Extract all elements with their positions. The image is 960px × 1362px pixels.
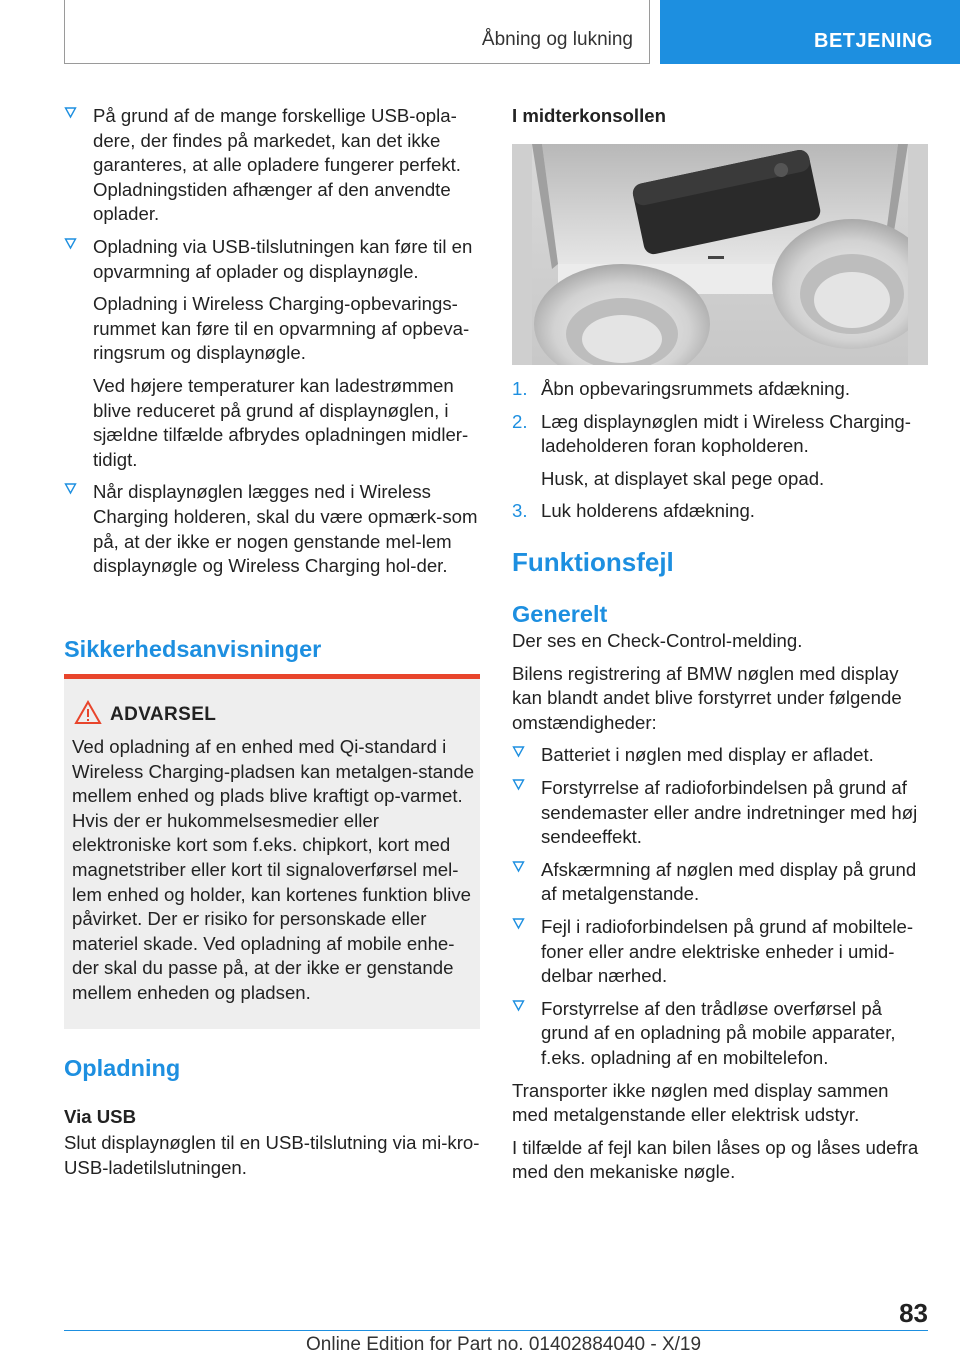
paragraph: Bilens registrering af BMW nøglen med display kan blandt andet blive forstyrret under følgende omstændigheder:: [512, 662, 902, 733]
triangle-bullet-icon: [64, 482, 78, 496]
header-chapter-tab: [660, 0, 960, 64]
general-heading: Generelt: [512, 601, 608, 627]
step-number: 2.: [512, 410, 528, 432]
step-number: 3.: [512, 500, 528, 522]
triangle-bullet-icon: [512, 917, 526, 931]
step-text: Åbn opbevaringsrummets afdækning.: [541, 378, 851, 399]
paragraph: I tilfælde af fejl kan bilen låses op og låses udefra med den mekaniske nøgle.: [512, 1136, 919, 1183]
warning-title: ADVARSEL: [110, 704, 217, 725]
bullet-text: Forstyrrelse af den trådløse overførsel på grund af en opladning på mobile apparater, f.eks. opladning af en mobiltelefon.: [541, 997, 896, 1068]
console-heading: I midterkonsollen: [512, 105, 666, 126]
step-item: [512, 410, 928, 459]
steps-list: [512, 377, 928, 532]
paragraph: Transporter ikke nøglen med display sammen med metalgenstande eller elektrisk udstyr.: [512, 1079, 889, 1126]
warning-triangle-icon: [74, 700, 102, 730]
list-item: [64, 235, 480, 284]
list-item: [512, 743, 928, 768]
step-item: [512, 499, 928, 524]
list-item: [512, 858, 928, 907]
header-chapter-label: BETJENING: [814, 30, 933, 52]
step-note: Husk, at displayet skal pege opad.: [541, 467, 825, 489]
page-number: 83: [899, 1298, 928, 1328]
bullet-text: Batteriet i nøglen med display er afladet.: [541, 744, 874, 766]
step-text: Luk holderens afdækning.: [541, 500, 755, 522]
safety-heading-wrap: [64, 634, 480, 664]
list-item: [64, 104, 480, 227]
paragraph: Opladning i Wireless Charging-opbevarings-rummet kan føre til en opvarmning af opbeva-ringsrum og displaynøgle.: [93, 293, 470, 364]
bullet-text: På grund af de mange forskellige USB-opla-dere, der findes på markedet, kan det ikke garanteres, at alle opladere fungerer perfekt. Opladningstiden afhænger af den anvendte oplader.: [93, 105, 461, 225]
warning-body: Ved opladning af en enhed med Qi-standard i Wireless Charging-pladsen kan metalgen-stande mellem enhed og plads blive kraftigt op-varmet. Hvis der er hukommelsesmedier eller elektroniske kort som f.eks. chipkort, kort med magnetstriber eller kort til signaloverførsel mel-lem enhed og holder, kan kortenes funktion blive påvirket. Der er risiko for personskade eller materiel skade. Ved opladning af mobile enhe-der skal du passe på, at der ikke er genstande mellem enheden og pladsen.: [72, 736, 475, 1003]
triangle-bullet-icon: [64, 237, 78, 251]
list-item: [512, 997, 928, 1071]
console-heading-wrap: [512, 104, 928, 128]
warning-box: [64, 674, 480, 1029]
paragraph: Der ses en Check-Control-melding.: [512, 630, 803, 651]
left-column-top: [64, 104, 480, 587]
step-item: [512, 377, 928, 402]
footer-divider: [64, 1330, 928, 1331]
bullet-text: Fejl i radioforbindelsen på grund af mobiltele-foner eller andre elektriske enheder i umid-delbar nærhed.: [541, 915, 914, 987]
fault-heading: Funktionsfejl: [512, 547, 674, 577]
fault-section: [512, 547, 928, 1193]
triangle-bullet-icon: [512, 860, 526, 874]
bullet-text: Forstyrrelse af radioforbindelsen på grund af sendemaster eller andre indretninger med høj sendeeffekt.: [541, 776, 918, 848]
footer-edition: Online Edition for Part no. 01402884040 - X/19: [306, 1334, 702, 1355]
safety-heading: Sikkerhedsanvisninger: [64, 636, 322, 662]
bullet-text: Afskærmning af nøglen med display på grund af metalgenstande.: [541, 858, 917, 905]
center-console-photo: [512, 144, 928, 365]
charging-heading: Opladning: [64, 1055, 181, 1081]
bullet-text: Opladning via USB-tilslutningen kan føre til en opvarmning af oplader og displaynøgle.: [93, 235, 473, 282]
usb-text: Slut displaynøglen til en USB-tilslutning via mi-kro-USB-ladetilslutningen.: [64, 1132, 480, 1178]
header-section-title: Åbning og lukning: [481, 29, 633, 50]
triangle-bullet-icon: [512, 778, 526, 792]
header-section-box: [64, 0, 650, 64]
list-item: [64, 480, 480, 578]
step-text: Læg displaynøglen midt i Wireless Charging-ladeholderen foran kopholderen.: [541, 410, 911, 457]
step-number: 1.: [512, 378, 528, 399]
charging-section: [64, 1053, 480, 1188]
list-item: [512, 915, 928, 989]
triangle-bullet-icon: [512, 745, 526, 759]
paragraph: Ved højere temperaturer kan ladestrømmen blive reduceret på grund af displaynøglen, i sjældne tilfælde afbrydes opladningen midler-tidigt.: [93, 374, 469, 470]
triangle-bullet-icon: [64, 106, 78, 120]
bullet-text: Når displaynøglen lægges ned i Wireless Charging holderen, skal du være opmærk-som på, at der ikke er nogen genstande mel-lem displaynøgle og Wireless Charging hol-der.: [93, 481, 478, 577]
triangle-bullet-icon: [512, 999, 526, 1013]
list-item: [512, 776, 928, 850]
usb-heading: Via USB: [64, 1106, 136, 1127]
